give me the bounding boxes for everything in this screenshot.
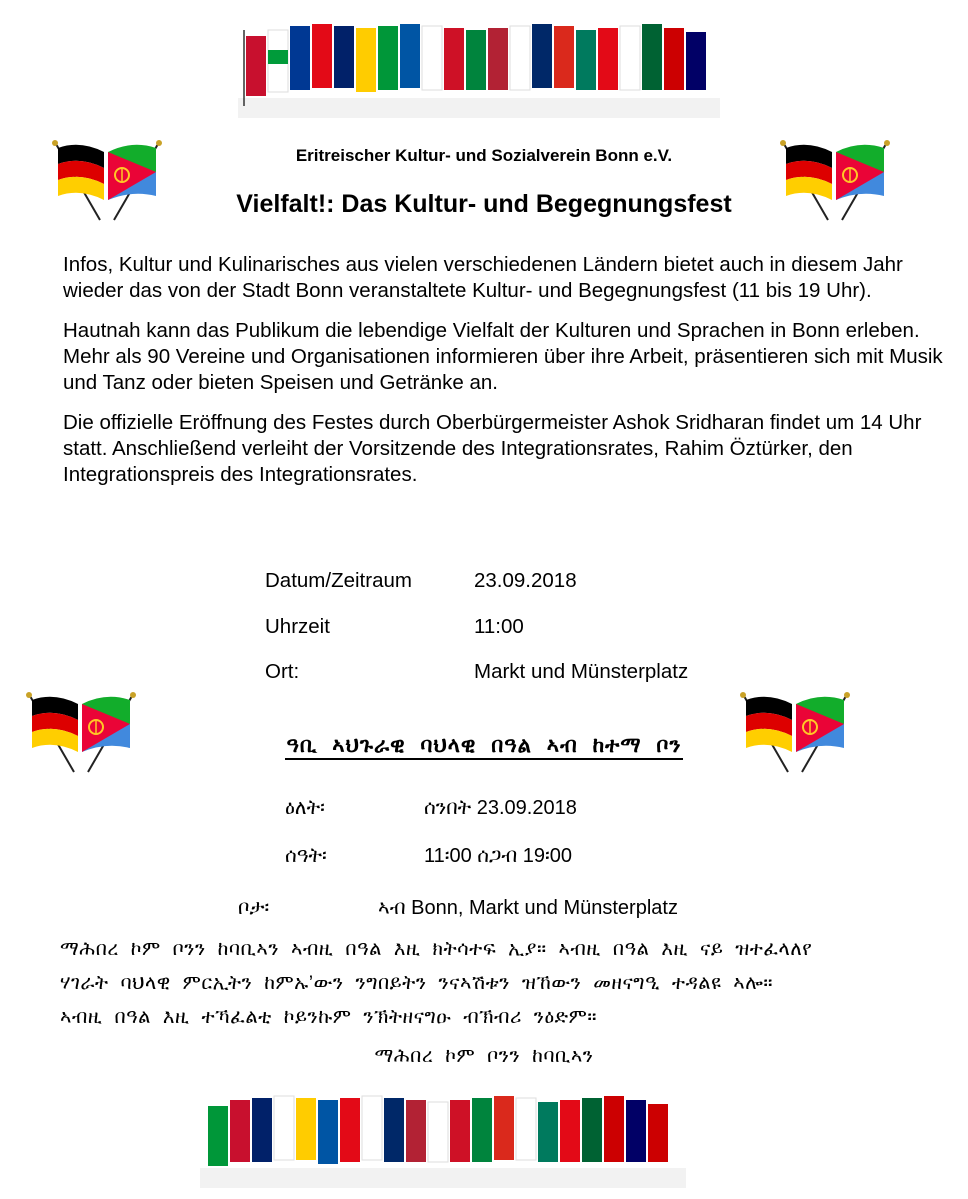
bottom-flag-banner	[200, 1092, 686, 1188]
time-value: 11:00	[474, 615, 524, 638]
organization-name: Eritreischer Kultur- und Sozialverein Bonn e.V.	[295, 146, 673, 165]
tigrinya-time-value: 11፡00 ሰጋብ 19፡00	[424, 845, 573, 867]
intro-text	[63, 252, 953, 488]
paragraph-2: Hautnah kann das Publikum die lebendige Vielfalt der Kulturen und Sprachen in Bonn erleben. Mehr als 90 Vereine und Organisationen informieren über ihre Arbeit, präsentieren sich mit Musik und Tanz oder bieten Speisen und Getränke an.	[63, 319, 943, 394]
date-label: Datum/Zeitraum	[265, 569, 412, 592]
tigrinya-line-1: ማሕበረ ኮም ቦንን ከባቢኣን ኣብዚ በዓል እዚ ክትሳተፍ ኢያ። ኣብዚ በዓል እዚ ናይ ዝተፈላለየ	[60, 938, 813, 960]
place-value: Markt und Münsterplatz	[474, 660, 689, 683]
place-label: Ort:	[265, 660, 300, 683]
paragraph-3: Die offizielle Eröffnung des Festes durch Oberbürgermeister Ashok Sridharan findet um 14 Uhr statt. Anschließend verleiht der Vorsitzende des Integrationsrates, Rahim Öztürker, den Integrationspreis des Integrationsrates.	[63, 411, 922, 486]
tigrinya-date-label: ዕለት፡	[285, 797, 325, 819]
tigrinya-invitation-text	[60, 932, 940, 1034]
signature: ማሕበረ ኮም ቦንን ከባቢኣን	[374, 1045, 594, 1067]
tigrinya-line-2: ሃገራት ባህላዊ ምርኢትን ከምኡ’ውን ንግበይትን ንናኣሽቱን ዝኸውን መዘናግዒ ተዳልዩ ኣሎ።	[60, 972, 773, 994]
tigrinya-line-3: ኣብዚ በዓል እዚ ተኻፈልቲ ኮይንኩም ንኽትዘናግዑ ብኽብሪ ንዕድም።	[60, 1006, 597, 1028]
top-flag-banner	[238, 20, 720, 118]
page-title: Vielfalt!: Das Kultur- und Begegnungsfest	[236, 190, 732, 218]
tigrinya-place-value: ኣብ Bonn, Markt und Münsterplatz	[378, 897, 678, 919]
paragraph-1: Infos, Kultur und Kulinarisches aus vielen verschiedenen Ländern bietet auch in diesem Jahr wieder das von der Stadt Bonn veranstaltete Kultur- und Begegnungsfest (11 bis 19 Uhr).	[63, 253, 903, 302]
time-label: Uhrzeit	[265, 615, 330, 638]
date-value: 23.09.2018	[474, 569, 577, 592]
tigrinya-time-label: ሰዓት፡	[285, 845, 327, 867]
tigrinya-place-label: ቦታ፡	[238, 897, 270, 919]
tigrinya-heading: ዓቢ ኣህጉራዊ ባህላዊ በዓል ኣብ ከተማ ቦን	[0, 734, 968, 758]
tigrinya-date-value: ሰንበት 23.09.2018	[424, 797, 577, 819]
